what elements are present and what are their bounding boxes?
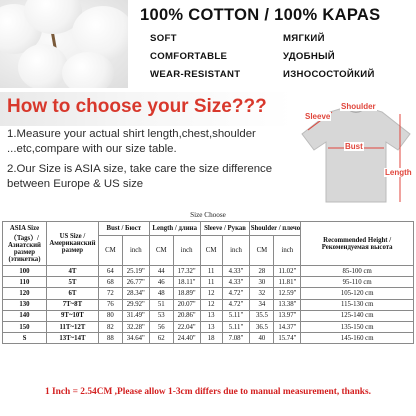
cell-asia-size: 100 — [3, 266, 47, 277]
instruction-line-4: between Europe & US size — [7, 178, 144, 190]
feature-comfortable: COMFORTABLE — [150, 51, 228, 62]
cell-sleeve-cm: 12 — [200, 288, 222, 299]
cell-height: 125-140 cm — [301, 310, 414, 321]
table-row — [3, 299, 414, 310]
cell-shoulder-cm: 34 — [250, 299, 274, 310]
cell-sleeve-cm: 11 — [200, 266, 222, 277]
cell-asia-size: 140 — [3, 310, 47, 321]
cell-us-size: 6T — [46, 288, 98, 299]
table-row — [3, 288, 414, 299]
cell-asia-size: 110 — [3, 277, 47, 288]
feature-wear-resistant: WEAR-RESISTANT — [150, 69, 241, 80]
cell-length-inch: 17.32" — [173, 266, 200, 277]
cell-length-cm: 51 — [149, 299, 173, 310]
cell-shoulder-inch: 14.37" — [274, 321, 301, 332]
cell-length-cm: 53 — [149, 310, 173, 321]
cell-shoulder-inch: 13.38" — [274, 299, 301, 310]
feature-soft-ru: МЯГКИЙ — [283, 33, 325, 44]
cell-bust-inch: 29.92" — [122, 299, 149, 310]
cell-bust-cm: 72 — [98, 288, 122, 299]
size-guide-title: How to choose your Size??? — [7, 96, 267, 117]
cell-height: 145-160 cm — [301, 333, 414, 344]
cell-length-cm: 56 — [149, 321, 173, 332]
cell-length-inch: 24.40" — [173, 333, 200, 344]
cell-us-size: 9T~10T — [46, 310, 98, 321]
cell-us-size: 4T — [46, 266, 98, 277]
cell-length-inch: 18.89" — [173, 288, 200, 299]
cell-bust-cm: 76 — [98, 299, 122, 310]
table-row — [3, 266, 414, 277]
cell-shoulder-cm: 28 — [250, 266, 274, 277]
size-table — [2, 221, 414, 344]
cell-sleeve-cm: 12 — [200, 299, 222, 310]
cell-length-inch: 22.04" — [173, 321, 200, 332]
shirt-measurement-diagram — [290, 102, 416, 206]
cell-shoulder-cm: 30 — [250, 277, 274, 288]
cell-bust-cm: 88 — [98, 333, 122, 344]
feature-soft: SOFT — [150, 33, 177, 44]
cell-length-cm: 46 — [149, 277, 173, 288]
header-us-size: US Size / Американский размер — [46, 222, 98, 266]
size-guide-banner — [0, 92, 292, 126]
feature-wear-resistant-ru: ИЗНОСОСТОЙКИЙ — [283, 69, 375, 80]
cell-shoulder-cm: 36.5 — [250, 321, 274, 332]
cell-sleeve-inch: 4.33" — [222, 277, 250, 288]
header-length: Length / длина — [149, 222, 200, 236]
cell-asia-size: 120 — [3, 288, 47, 299]
table-row — [3, 333, 414, 344]
cell-asia-size: S — [3, 333, 47, 344]
instruction-line-1: 1.Measure your actual shirt length,chest,shoulder — [7, 128, 256, 140]
unit-cm: CM — [98, 236, 122, 266]
bust-label: Bust — [345, 142, 363, 151]
unit-cm: CM — [200, 236, 222, 266]
cell-length-cm: 62 — [149, 333, 173, 344]
cell-shoulder-cm: 35.5 — [250, 310, 274, 321]
cell-length-inch: 20.07" — [173, 299, 200, 310]
cell-bust-cm: 82 — [98, 321, 122, 332]
cell-asia-size: 130 — [3, 299, 47, 310]
cell-shoulder-inch: 11.02" — [274, 266, 301, 277]
cell-height: 85-100 cm — [301, 266, 414, 277]
cell-sleeve-inch: 5.11" — [222, 321, 250, 332]
measurement-note: 1 Inch = 2.54CM ,Please allow 1-3cm differs due to manual measurement, thanks. — [45, 387, 371, 397]
cell-bust-cm: 68 — [98, 277, 122, 288]
cell-sleeve-inch: 7.08" — [222, 333, 250, 344]
table-row — [3, 277, 414, 288]
cell-height: 105-120 cm — [301, 288, 414, 299]
unit-inch: inch — [222, 236, 250, 266]
cell-asia-size: 150 — [3, 321, 47, 332]
cell-us-size: 7T~8T — [46, 299, 98, 310]
header-recommended-height: Recommended Height / Рекомендуемая высота — [301, 222, 414, 266]
cell-sleeve-inch: 4.33" — [222, 266, 250, 277]
cell-height: 95-110 cm — [301, 277, 414, 288]
cell-length-inch: 18.11" — [173, 277, 200, 288]
cell-bust-inch: 34.64" — [122, 333, 149, 344]
cell-bust-inch: 25.19" — [122, 266, 149, 277]
cell-bust-cm: 64 — [98, 266, 122, 277]
feature-comfortable-ru: УДОБНЫЙ — [283, 51, 335, 62]
cell-us-size: 13T~14T — [46, 333, 98, 344]
table-row — [3, 321, 414, 332]
size-table-section — [2, 211, 414, 416]
instruction-line-3: 2.Our Size is ASIA size, take care the size difference — [7, 163, 273, 175]
cell-length-inch: 20.86" — [173, 310, 200, 321]
table-row — [3, 310, 414, 321]
material-title: 100% COTTON / 100% KAPAS — [140, 6, 381, 24]
cell-bust-inch: 31.49" — [122, 310, 149, 321]
cell-bust-inch: 26.77" — [122, 277, 149, 288]
cell-sleeve-inch: 4.72" — [222, 299, 250, 310]
cell-sleeve-cm: 13 — [200, 321, 222, 332]
unit-cm: CM — [250, 236, 274, 266]
cell-bust-cm: 80 — [98, 310, 122, 321]
cell-length-cm: 48 — [149, 288, 173, 299]
length-label: Length — [385, 168, 412, 177]
cell-bust-inch: 28.34" — [122, 288, 149, 299]
header-sleeve: Sleeve / Рукав — [200, 222, 250, 236]
cell-shoulder-inch: 15.74" — [274, 333, 301, 344]
cell-sleeve-inch: 5.11" — [222, 310, 250, 321]
cell-shoulder-inch: 12.59" — [274, 288, 301, 299]
header-asia-size: ASIA Size（Tags）/Азиатский размер (этикетка) — [3, 222, 47, 266]
unit-inch: inch — [122, 236, 149, 266]
sleeve-label: Sleeve — [305, 112, 331, 121]
unit-cm: CM — [149, 236, 173, 266]
instruction-line-2: ...etc,compare with our size table. — [7, 143, 177, 155]
cell-shoulder-inch: 13.97" — [274, 310, 301, 321]
cell-shoulder-inch: 11.81" — [274, 277, 301, 288]
header-bust: Bust / Бюст — [98, 222, 149, 236]
cotton-photo — [0, 0, 128, 88]
cell-us-size: 11T~12T — [46, 321, 98, 332]
cell-bust-inch: 32.28" — [122, 321, 149, 332]
header-shoulder: Shoulder / плечо — [250, 222, 301, 236]
cell-shoulder-cm: 40 — [250, 333, 274, 344]
cell-sleeve-cm: 11 — [200, 277, 222, 288]
cell-sleeve-cm: 18 — [200, 333, 222, 344]
shoulder-label: Shoulder — [341, 102, 376, 111]
unit-inch: inch — [173, 236, 200, 266]
cell-height: 115-130 cm — [301, 299, 414, 310]
cell-us-size: 5T — [46, 277, 98, 288]
cell-sleeve-inch: 4.72" — [222, 288, 250, 299]
cell-height: 135-150 cm — [301, 321, 414, 332]
cell-sleeve-cm: 13 — [200, 310, 222, 321]
cell-length-cm: 44 — [149, 266, 173, 277]
unit-inch: inch — [274, 236, 301, 266]
cell-shoulder-cm: 32 — [250, 288, 274, 299]
table-caption: Size Choose — [190, 211, 226, 219]
